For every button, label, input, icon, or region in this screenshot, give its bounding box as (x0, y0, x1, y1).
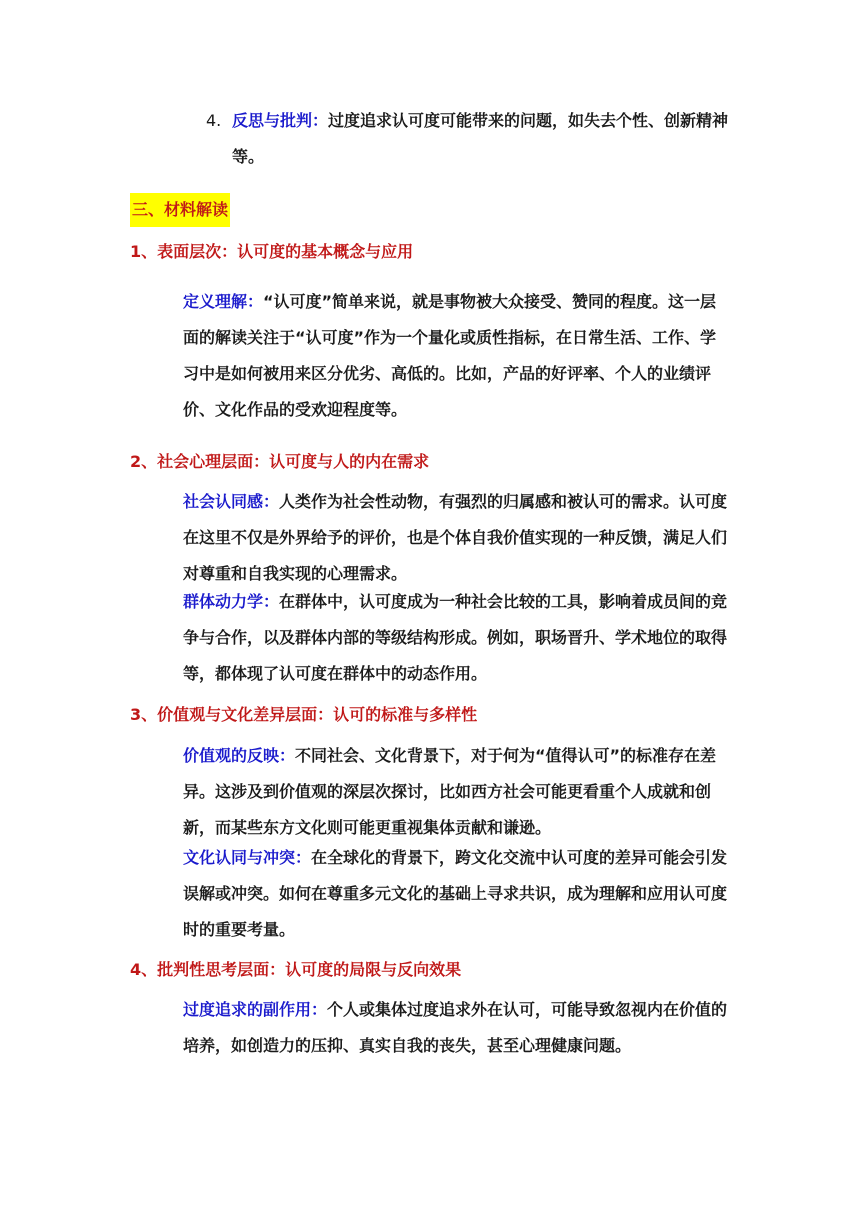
paragraph-text: 个人或集体过度追求外在认可，可能导致忽视内在价值的培养，如创造力的压抑、真实自我的丧失，甚至心理健康问题。 (183, 1000, 728, 1055)
section-heading-3: 3、价值观与文化差异层面：认可的标准与多样性 (130, 705, 478, 724)
paragraph-label: 社会认同感： (183, 492, 280, 511)
paragraph-text: 人类作为社会性动物，有强烈的归属感和被认可的需求。认可度在这里不仅是外界给予的评价，也是个体自我价值实现的一种反馈，满足人们对尊重和自我实现的心理需求。 (183, 492, 728, 583)
list-item-label: 反思与批判： (232, 111, 329, 130)
paragraph-text: 不同社会、文化背景下，对于何为“值得认可”的标准存在差异。这涉及到价值观的深层次探讨，比如西方社会可能更看重个人成就和创新，而某些东方文化则可能更重视集体贡献和谦逊。 (183, 746, 717, 837)
paragraph-definition (183, 284, 728, 428)
section-heading-1: 1、表面层次：认可度的基本概念与应用 (130, 242, 414, 261)
list-item-text: 过度追求认可度可能带来的问题，如失去个性、创新精神等。 (232, 111, 729, 166)
section-heading-4: 4、批判性思考层面：认可度的局限与反向效果 (130, 960, 462, 979)
paragraph-text: “认可度”简单来说，就是事物被大众接受、赞同的程度。这一层面的解读关注于“认可度”作为一个量化或质性指标，在日常生活、工作、学习中是如何被用来区分优劣、高低的。比如，产品的好评率、个人的业绩评价、文化作品的受欢迎程度等。 (183, 292, 717, 419)
paragraph-side-effects (183, 992, 728, 1064)
section-heading-2: 2、社会心理层面：认可度与人的内在需求 (130, 452, 430, 471)
list-item-4 (206, 103, 736, 175)
list-number: 4. (206, 111, 222, 130)
section-title: 三、材料解读 (130, 193, 230, 227)
paragraph-values (183, 738, 728, 846)
list-item-body (232, 103, 736, 175)
paragraph-text: 在全球化的背景下，跨文化交流中认可度的差异可能会引发误解或冲突。如何在尊重多元文化的基础上寻求共识，成为理解和应用认可度时的重要考量。 (183, 848, 728, 939)
paragraph-label: 定义理解： (183, 292, 264, 311)
paragraph-label: 过度追求的副作用： (183, 1000, 328, 1019)
paragraph-label: 文化认同与冲突： (183, 848, 312, 867)
paragraph-label: 群体动力学： (183, 592, 280, 611)
paragraph-cultural-identity (183, 840, 728, 948)
paragraph-text: 在群体中，认可度成为一种社会比较的工具，影响着成员间的竞争与合作，以及群体内部的等级结构形成。例如，职场晋升、学术地位的取得等，都体现了认可度在群体中的动态作用。 (183, 592, 728, 683)
paragraph-group-dynamics (183, 584, 728, 692)
paragraph-social-identity (183, 484, 728, 592)
paragraph-label: 价值观的反映： (183, 746, 296, 765)
